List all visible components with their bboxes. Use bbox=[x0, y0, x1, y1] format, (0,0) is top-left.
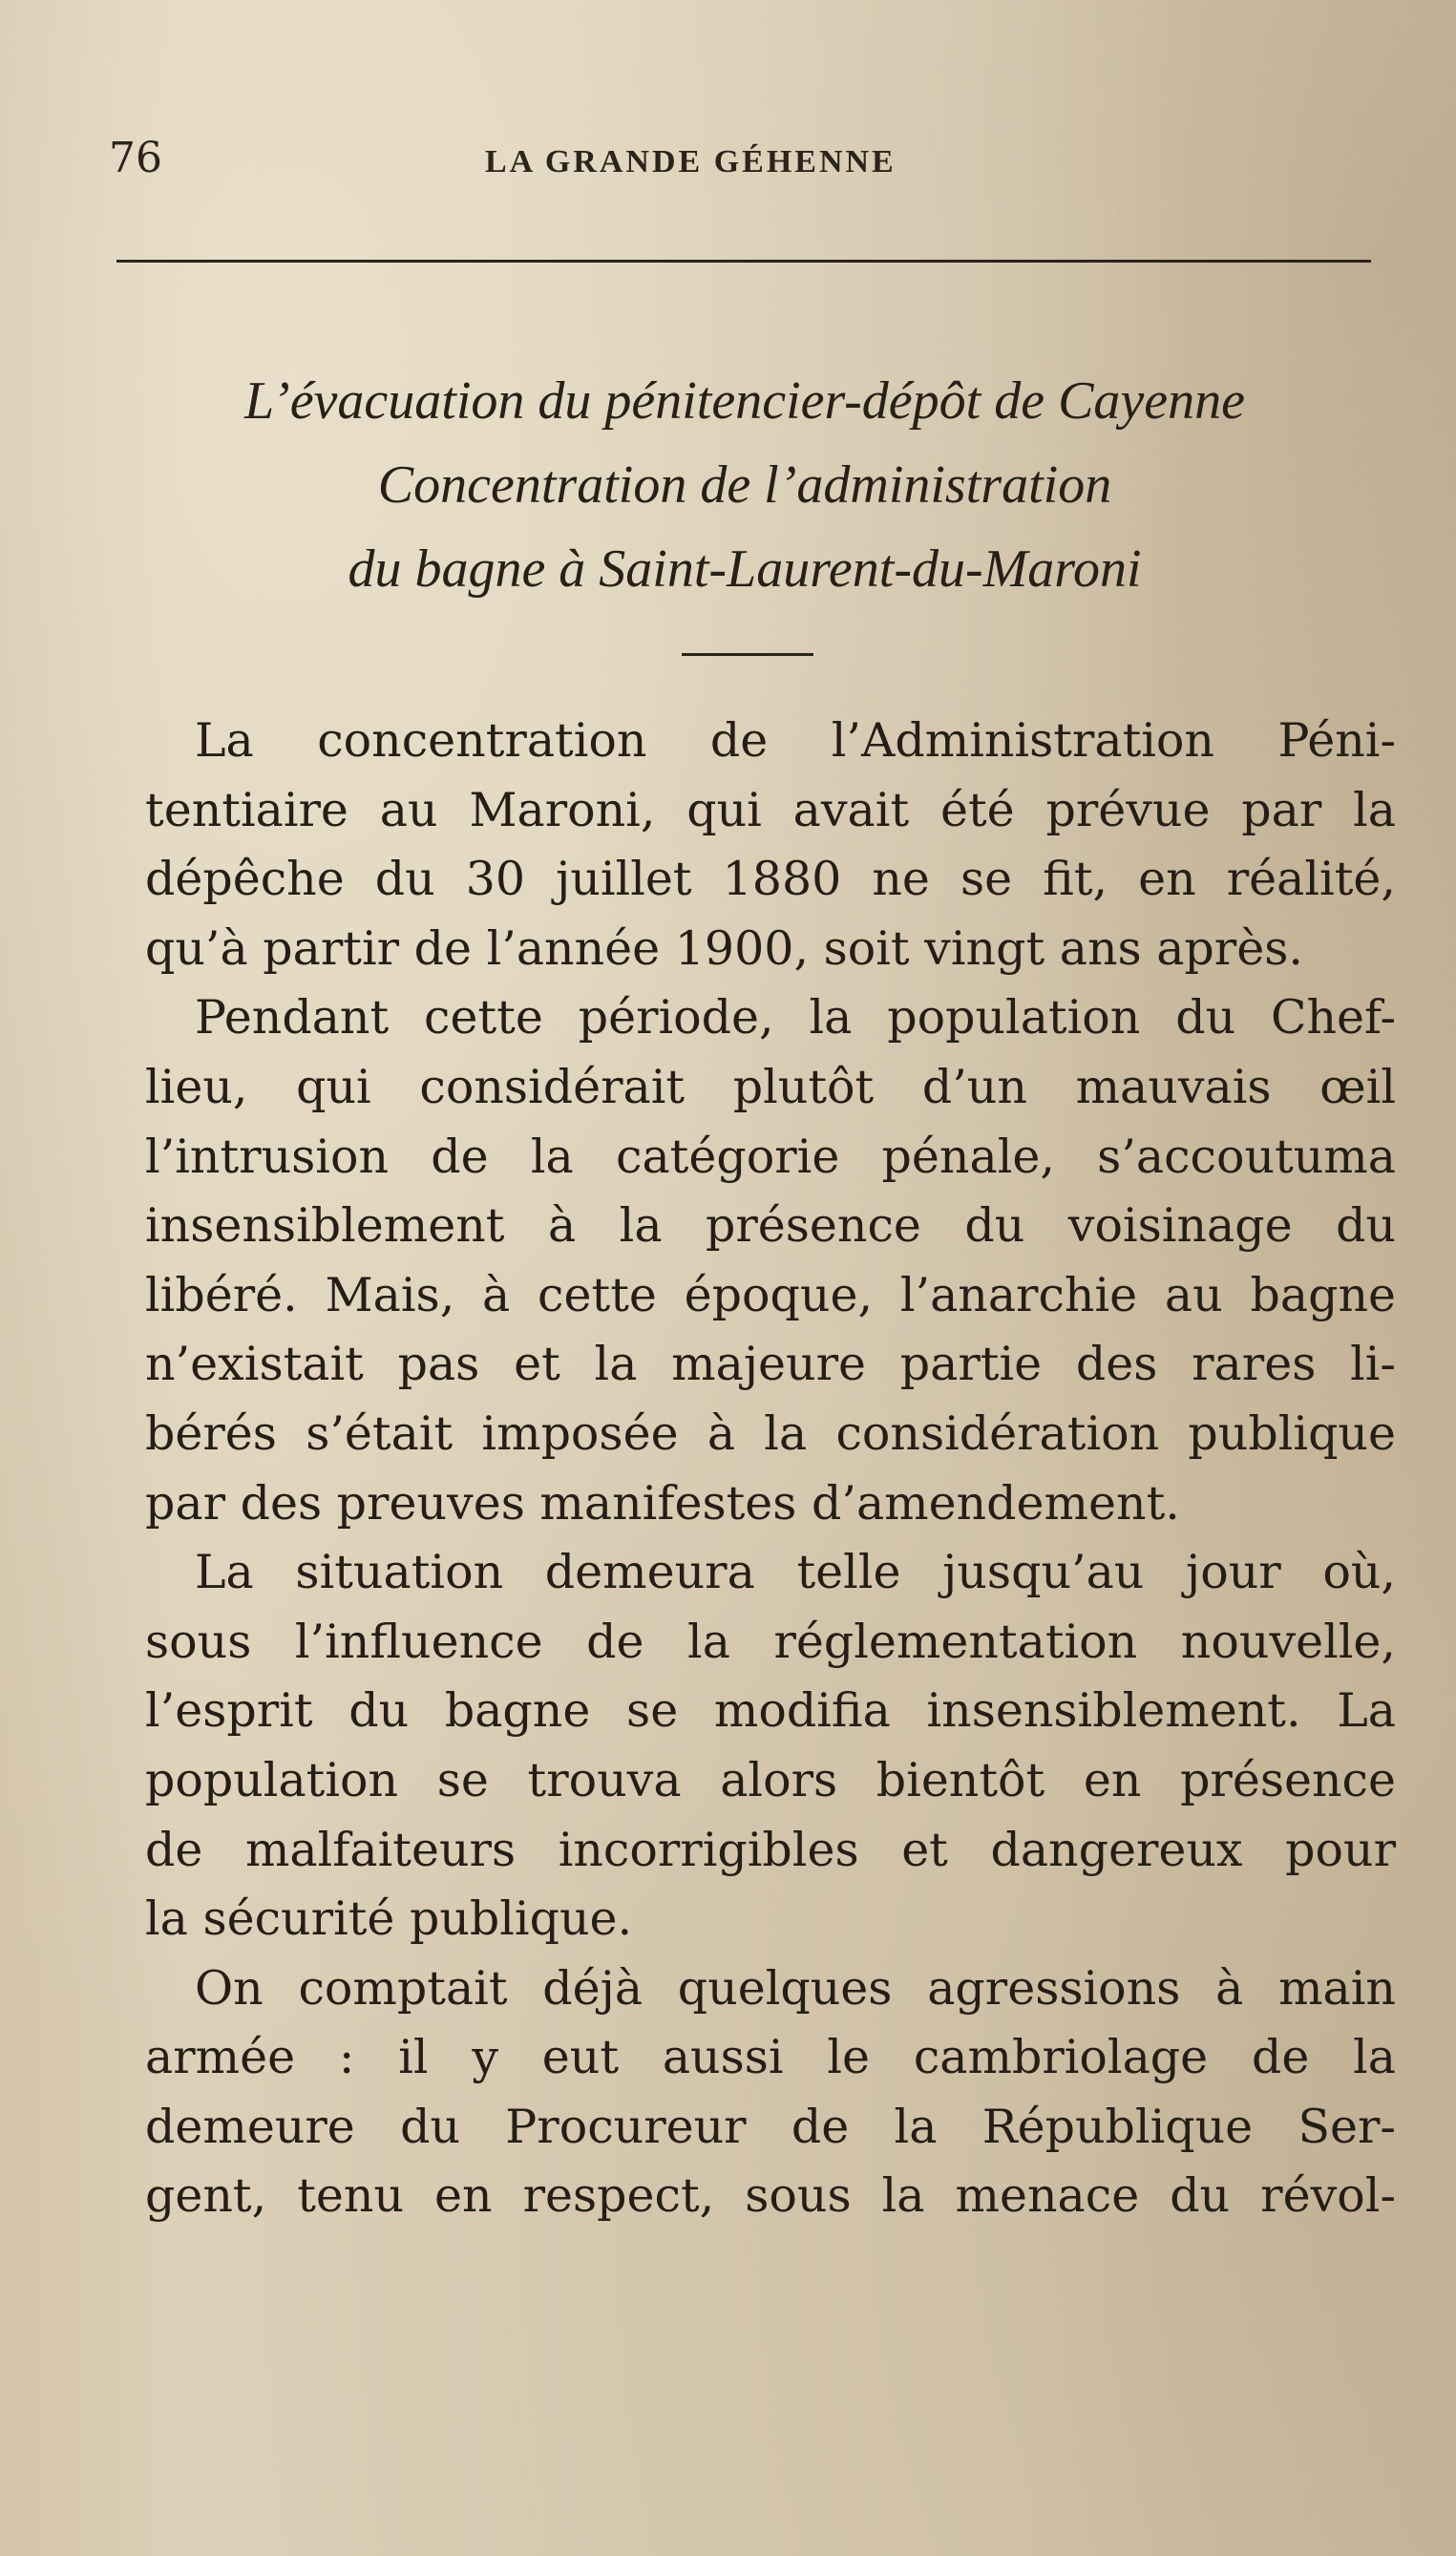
text-line: par des preuves manifestes d’amendement. bbox=[145, 1475, 1180, 1531]
paragraph bbox=[145, 1538, 1396, 1954]
text-line: population se trouva alors bientôt en présence bbox=[145, 1752, 1396, 1807]
heading-line: L’évacuation du pénitencier-dépôt de Cayenne bbox=[243, 371, 1245, 431]
body-text bbox=[145, 707, 1396, 2231]
text-line: Pendant cette période, la population du Chef- bbox=[195, 990, 1396, 1046]
section-heading bbox=[124, 359, 1365, 611]
paragraph bbox=[145, 707, 1396, 983]
text-line: bérés s’était imposée à la considération publique bbox=[145, 1405, 1396, 1461]
page-header bbox=[109, 130, 1369, 187]
text-line: lieu, qui considérait plutôt d’un mauvais œil bbox=[145, 1059, 1396, 1114]
text-line: armée : il y eut aussi le cambriolage de la bbox=[145, 2030, 1396, 2085]
text-line: gent, tenu en respect, sous la menace du révol- bbox=[145, 2168, 1396, 2224]
text-line: insensiblement à la présence du voisinage du bbox=[145, 1198, 1396, 1254]
text-line: tentiaire au Maroni, qui avait été prévue par la bbox=[145, 782, 1396, 837]
text-line: qu’à partir de l’année 1900, soit vingt ans après. bbox=[145, 920, 1303, 976]
paragraph bbox=[145, 1954, 1396, 2231]
text-line: sous l’influence de la réglementation nouvelle, bbox=[145, 1614, 1396, 1669]
text-line: La concentration de l’Administration Péni- bbox=[195, 713, 1396, 768]
heading-line: Concentration de l’administration bbox=[377, 455, 1112, 515]
text-line: demeure du Procureur de la République Ser- bbox=[145, 2099, 1396, 2154]
paragraph bbox=[145, 983, 1396, 1538]
text-line: de malfaiteurs incorrigibles et dangereux pour bbox=[145, 1822, 1396, 1877]
text-line: On comptait déjà quelques agressions à main bbox=[195, 1960, 1396, 2016]
text-line: l’intrusion de la catégorie pénale, s’accoutuma bbox=[145, 1129, 1396, 1184]
text-line: l’esprit du bagne se modifia insensiblement. La bbox=[145, 1683, 1396, 1739]
heading-line: du bagne à Saint-Laurent-du-Maroni bbox=[348, 539, 1142, 599]
header-rule bbox=[116, 260, 1371, 263]
page-number: 76 bbox=[109, 134, 162, 182]
text-line: La situation demeura telle jusqu’au jour où, bbox=[195, 1545, 1396, 1600]
heading-rule bbox=[682, 653, 813, 656]
running-title: LA GRANDE GÉHENNE bbox=[485, 144, 897, 180]
text-line: la sécurité publique. bbox=[145, 1891, 633, 1947]
text-line: libéré. Mais, à cette époque, l’anarchie au bagne bbox=[145, 1267, 1396, 1322]
text-line: n’existait pas et la majeure partie des rares li- bbox=[145, 1337, 1396, 1392]
text-line: dépêche du 30 juillet 1880 ne se fit, en réalité, bbox=[145, 852, 1396, 907]
